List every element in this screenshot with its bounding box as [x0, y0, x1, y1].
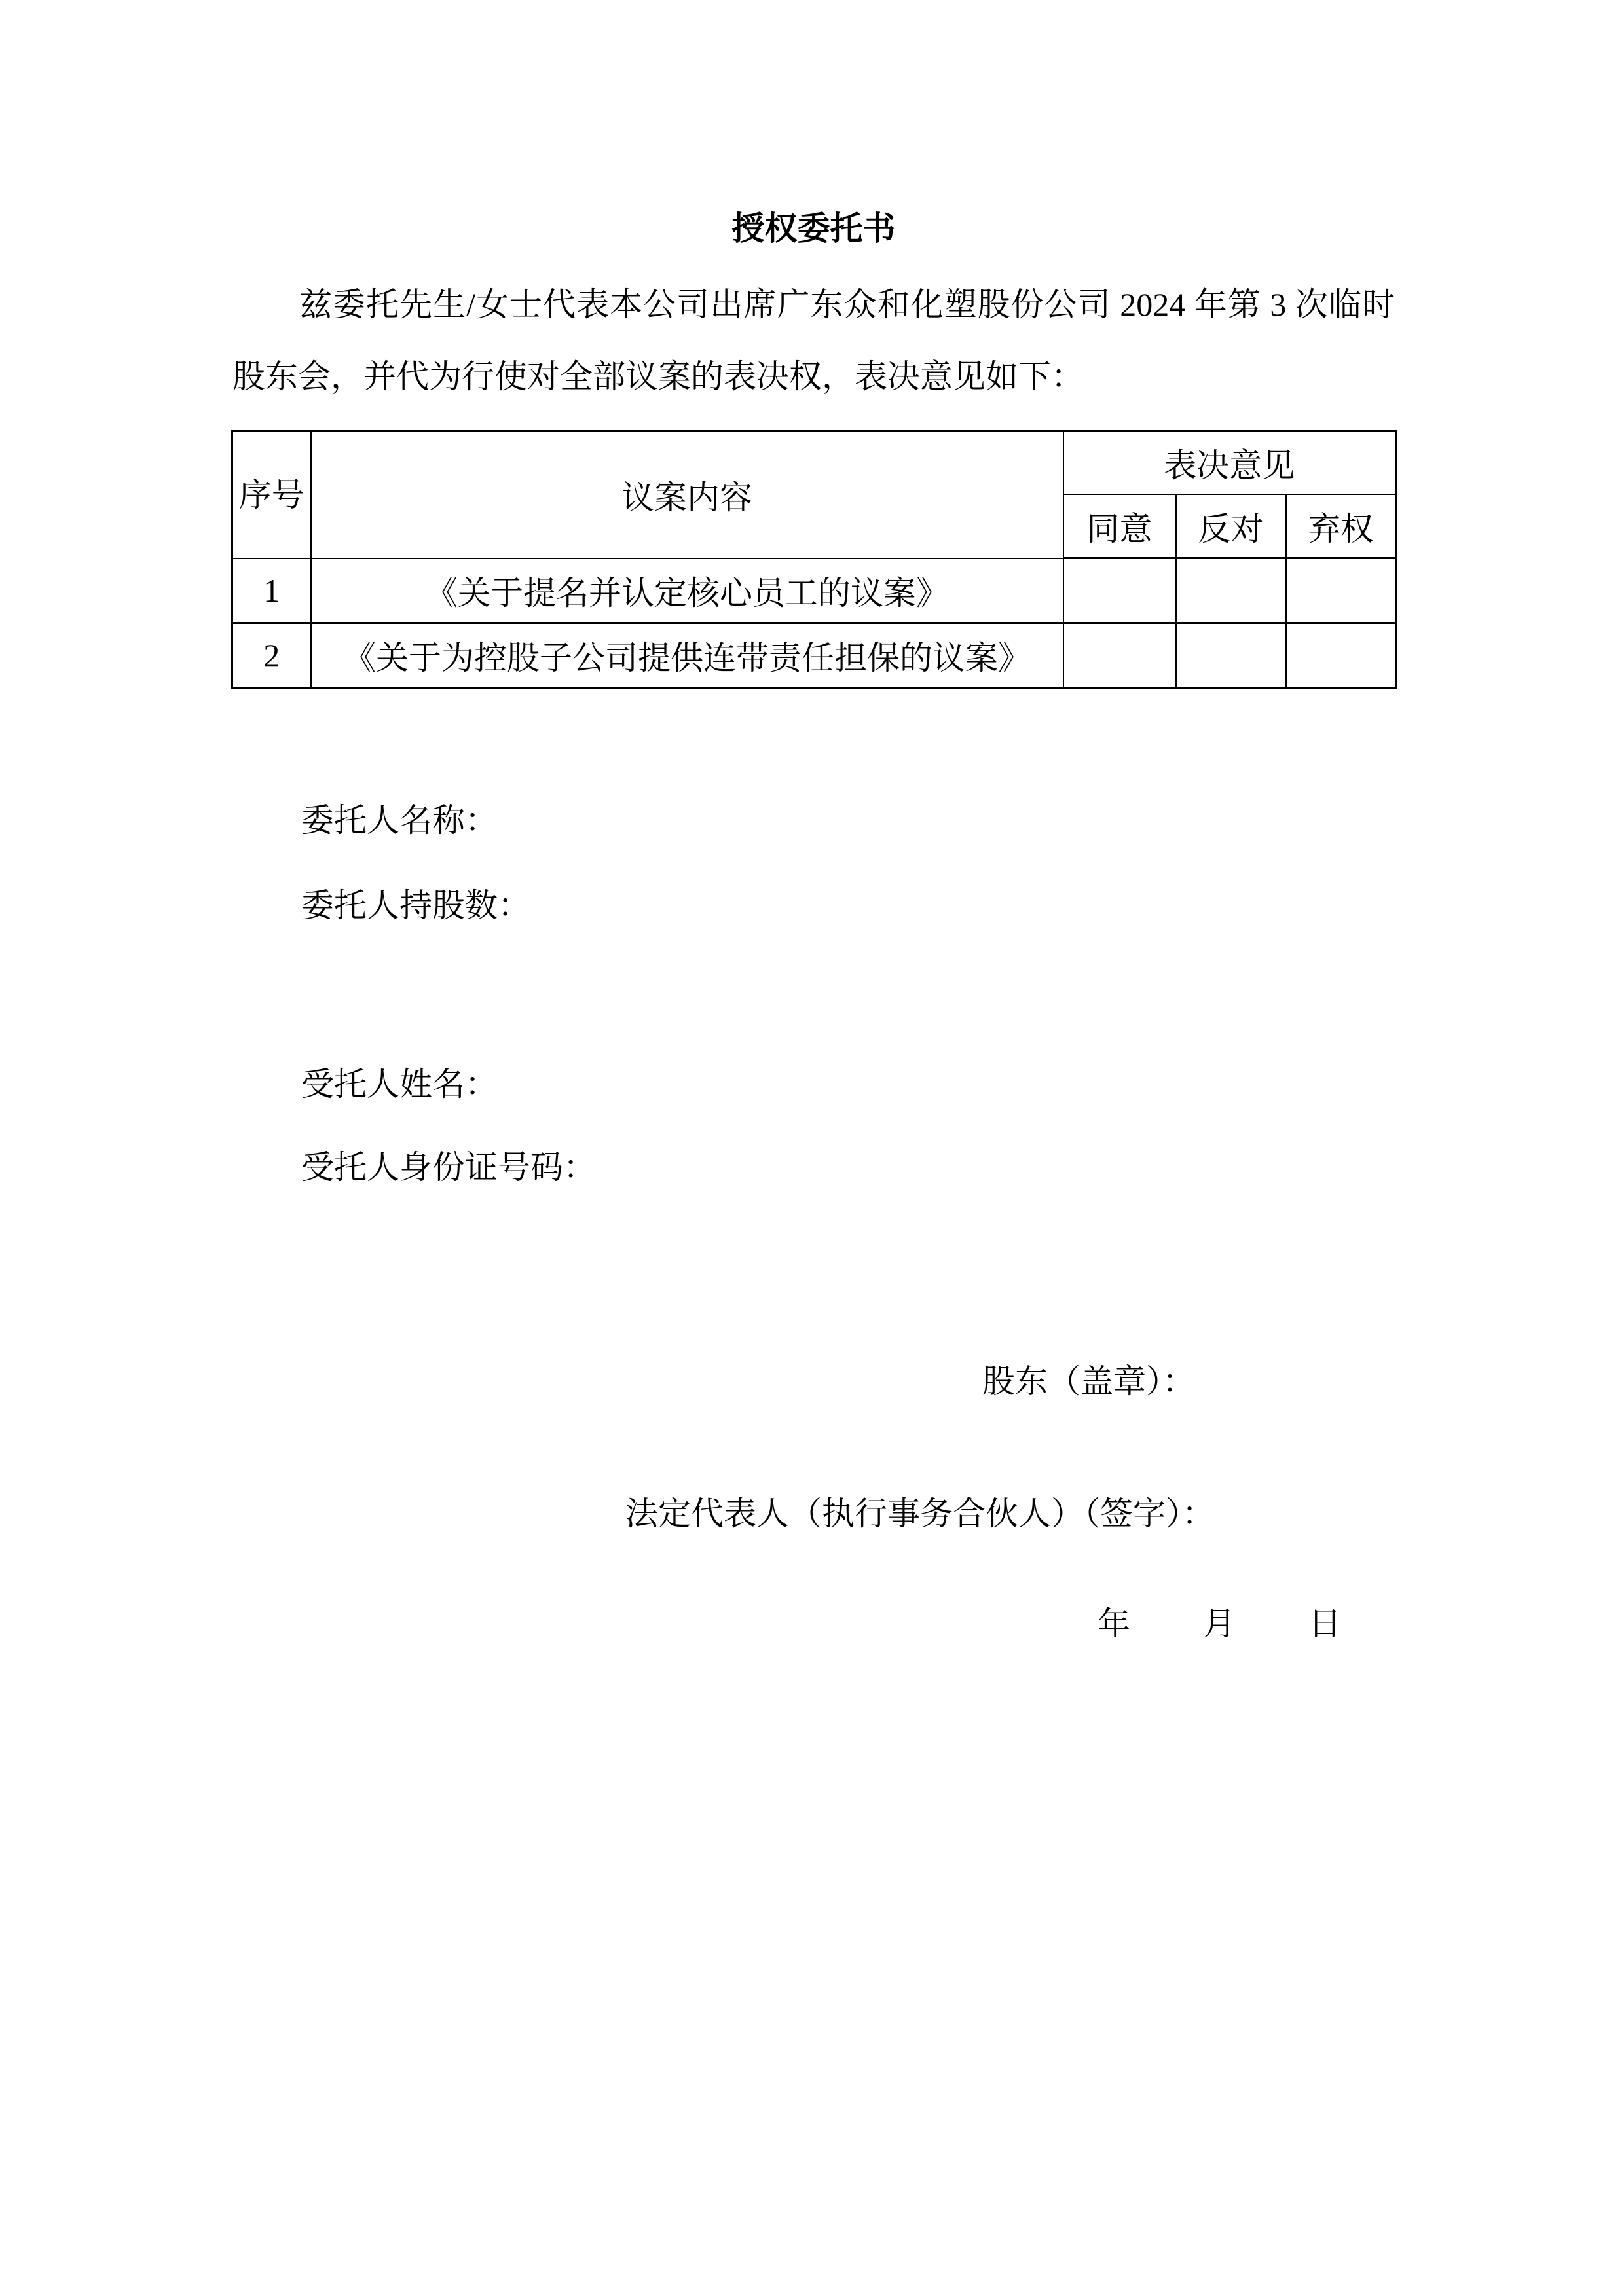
header-cell-against: 反对: [1176, 494, 1286, 558]
cell-abstain-1: [1286, 558, 1396, 623]
cell-against-2: [1176, 623, 1286, 688]
date-year-label: 年: [1098, 1605, 1130, 1642]
cell-content-1: 《关于提名并认定核心员工的议案》: [311, 558, 1063, 623]
document-title: 授权委托书: [731, 210, 896, 247]
shareholder-seal-label: 股东（盖章）：: [982, 1363, 1195, 1400]
intro-paragraph: 兹委托先生/女士代表本公司出席广东众和化塑股份公司 2024 年第 3 次临时股东会，并代为行使对全部议案的表决权，表决意见如下：: [232, 286, 1395, 395]
table-header-row-1: [232, 431, 1396, 495]
date-month-label: 月: [1203, 1605, 1236, 1642]
trustee-name-label: 受托人姓名：: [301, 1066, 498, 1102]
principal-name-label: 委托人名称：: [301, 802, 498, 839]
principal-shares-label: 委托人持股数：: [301, 887, 530, 924]
cell-against-1: [1176, 558, 1286, 623]
date-day-label: 日: [1308, 1605, 1341, 1642]
legal-representative-sign-label: 法定代表人（执行事务合伙人）（签字）：: [625, 1495, 1215, 1532]
proposal-vote-table: [231, 430, 1397, 689]
header-cell-agree: 同意: [1063, 494, 1176, 558]
date-line: [1098, 1605, 1341, 1642]
header-cell-index: 序号: [232, 431, 311, 558]
table-row-proposal-1: [232, 558, 1396, 623]
header-cell-content: 议案内容: [311, 431, 1063, 558]
cell-abstain-2: [1286, 623, 1396, 688]
table-row-proposal-2: [232, 623, 1396, 688]
trustee-id-label: 受托人身份证号码：: [301, 1149, 596, 1186]
cell-content-2: 《关于为控股子公司提供连带责任担保的议案》: [311, 623, 1063, 688]
cell-agree-1: [1063, 558, 1176, 623]
cell-index-1: 1: [232, 558, 311, 623]
header-cell-vote-opinion: 表决意见: [1063, 431, 1396, 495]
header-cell-abstain: 弃权: [1286, 494, 1396, 558]
cell-index-2: 2: [232, 623, 311, 688]
cell-agree-2: [1063, 623, 1176, 688]
